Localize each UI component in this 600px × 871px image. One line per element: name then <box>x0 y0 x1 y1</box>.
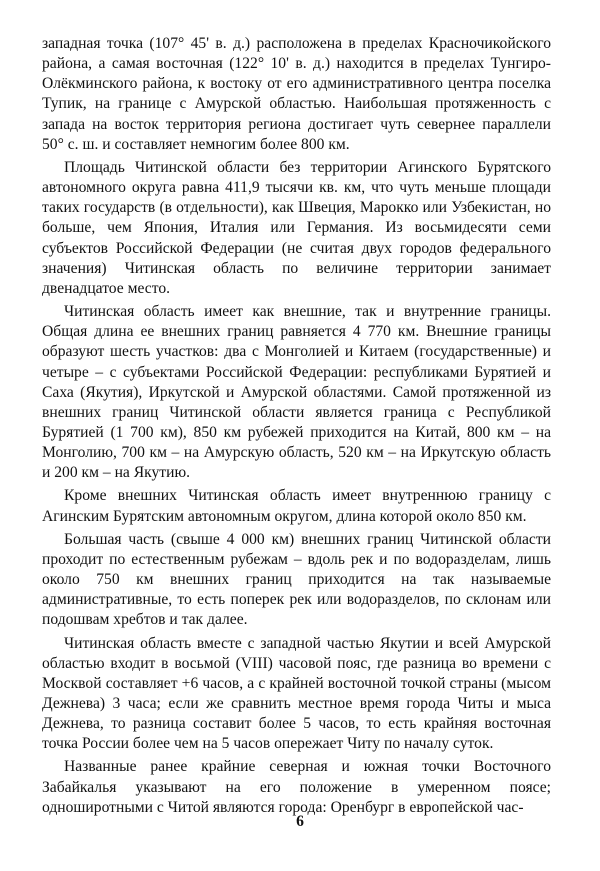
paragraph-3: Читинская область имеет как внешние, так и внутренние границы. Общая длина ее внешних границ равняется 4 770 км. Внешние границы образуют шесть участков: два с Монголией и Китаем (государственные) и четыре – с субъектами Российской Федерации: республиками Бурятией и Саха (Якутия), Иркутской и Амурской областями. Самой протяженной из внешних границ Читинской области является граница с Республикой Бурятией (1 700 км), 850 км рубежей приходится на Китай, 800 км – на Монголию, 700 км – на Амурскую область, 520 км – на Иркутскую область и 200 км – на Якутию. <box>42 303 551 482</box>
page-number: 6 <box>296 813 304 830</box>
paragraph-6: Читинская область вместе с западной частью Якутии и всей Амурской областью входит в восьмой (VIII) часовой пояс, где разница во времени с Москвой составляет +6 часов, а с крайней восточной точкой страны (мысом Дежнева) 3 часа; если же сравнить местное время города Читы и мыса Дежнева, то разница составит более 5 часов, то есть крайняя восточная точка России более чем на 5 часов опережает Читу по началу суток. <box>42 634 551 753</box>
paragraph-1: западная точка (107° 45' в. д.) расположена в пределах Красночикойского района, а самая восточная (122° 10' в. д.) находится в пределах Тунгиро-Олёкминского района, к востоку от его административного центра поселка Тупик, на границе с Амурской областью. Наибольшая протяженность с запада на восток территория региона достигает чуть севернее параллели 50° с. ш. и составляет немногим более 800 км. <box>42 35 551 153</box>
paragraph-2: Площадь Читинской области без территории Агинского Бурятского автономного округа равна 411,9 тысячи кв. км, что чуть меньше площади таких государств (в отдельности), как Швеция, Марокко или Узбекистан, но больше, чем Япония, Италия или Германия. Из восьмидесяти семи субъектов Российской Федерации (не считая двух городов федерального значения) Читинская область по величине территории занимает двенадцатое место. <box>42 158 551 297</box>
paragraph-7: Названные ранее крайние северная и южная точки Восточного Забайкалья указывают на его положение в умеренном поясе; одноширотными с Читой являются города: Оренбург в европейской час- <box>42 758 551 816</box>
paragraph-4: Кроме внешних Читинская область имеет внутреннюю границу с Агинским Бурятским автономным округом, длина которой около 850 км. <box>42 487 551 525</box>
paragraph-5: Большая часть (свыше 4 000 км) внешних границ Читинской области проходит по естественным рубежам – вдоль рек и по водоразделам, лишь около 750 км внешних границ приходится на так называемые административные, то есть поперек рек или водоразделов, по склонам или подошвам хребтов и так далее. <box>42 530 551 629</box>
body-text <box>42 34 551 821</box>
